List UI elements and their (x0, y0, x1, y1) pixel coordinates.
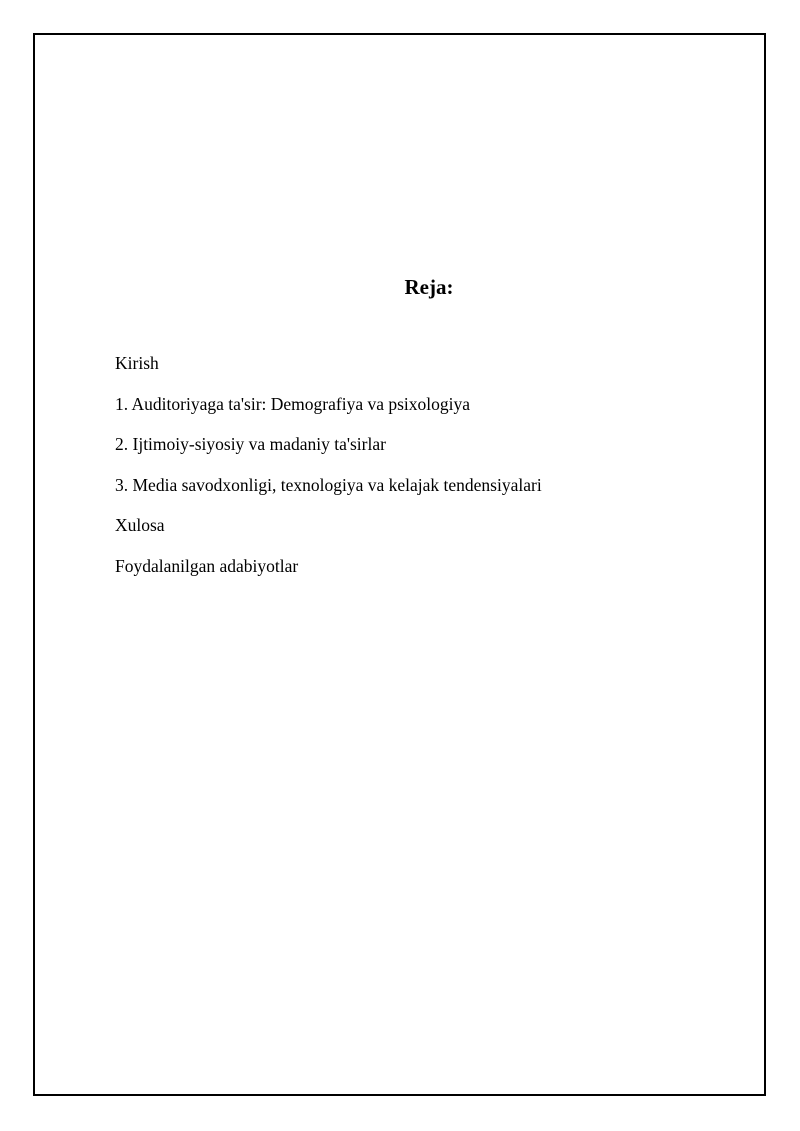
plan-title: Reja: (404, 275, 454, 299)
toc-item-references: Foydalanilgan adabiyotlar (115, 555, 299, 576)
toc-item-chapter-2: 2. Ijtimoiy-siyosiy va madaniy ta'sirlar (115, 434, 386, 454)
toc-item-introduction: Kirish (115, 353, 159, 373)
toc-item-conclusion: Xulosa (115, 515, 165, 535)
table-of-contents (115, 351, 542, 594)
toc-item-chapter-1: 1. Auditoriyaga ta'sir: Demografiya va psixologiya (115, 393, 471, 414)
toc-item-chapter-3: 3. Media savodxonligi, texnologiya va kelajak tendensiyalari (115, 474, 542, 495)
